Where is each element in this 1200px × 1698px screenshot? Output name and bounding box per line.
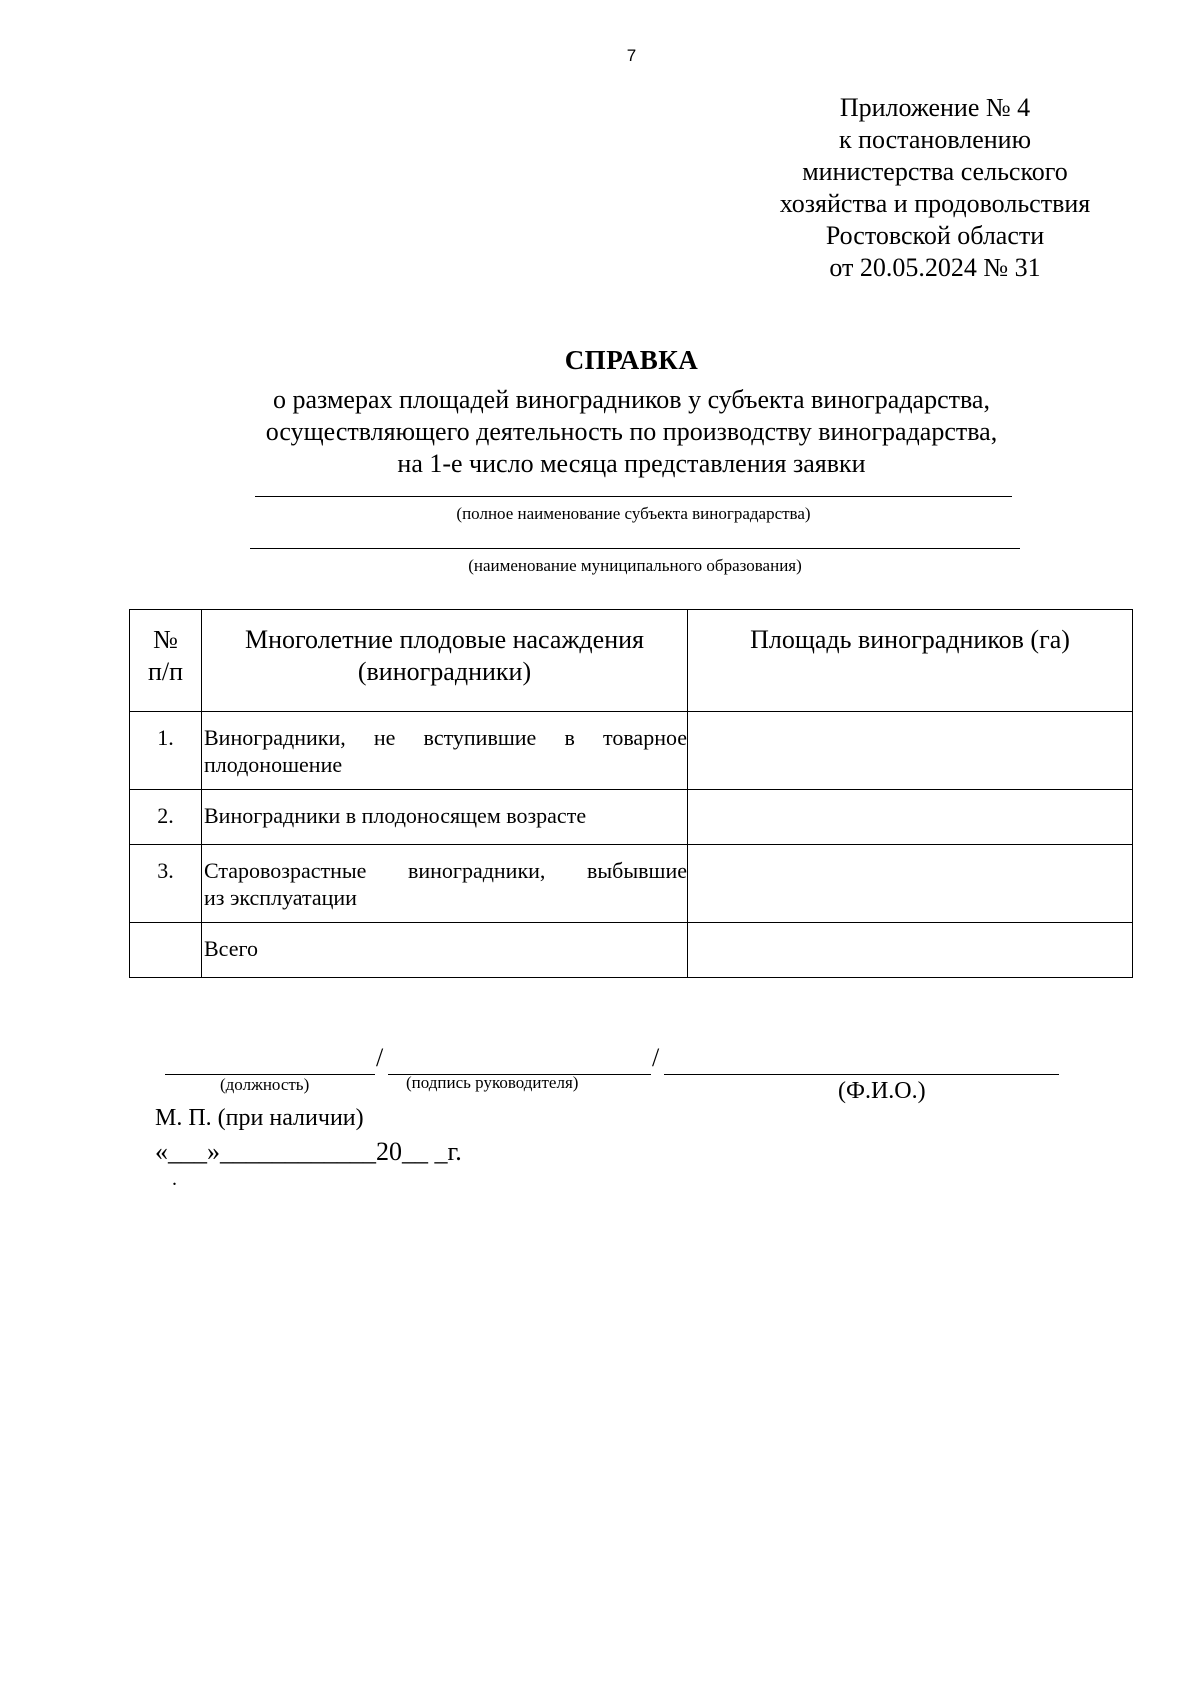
entity-name-caption: (полное наименование субъекта виноградарства) [456, 504, 811, 523]
appendix-line: министерства сельского [802, 157, 1068, 186]
position-caption: (должность) [220, 1075, 310, 1094]
row-number [130, 923, 202, 978]
header-name-line: Многолетние плодовые насаждения [245, 625, 644, 654]
table-row-total [130, 923, 1133, 978]
row-area-input[interactable] [688, 712, 1133, 790]
table-row [130, 712, 1133, 790]
row-name-line: Виноградники, не вступившие в товарное [204, 725, 687, 750]
row-number: 2. [130, 790, 202, 845]
appendix-line: к постановлению [838, 125, 1032, 154]
row-area-input[interactable] [688, 845, 1133, 923]
row-name-line: Старовозрастные виноградники, выбывшие [204, 858, 687, 883]
subtitle-line: осуществляющего деятельность по производству виноградарства, [265, 417, 998, 446]
subtitle-line: о размерах площадей виноградников у субъекта виноградарства, [273, 385, 990, 414]
subtitle-line: на 1-е число месяца представления заявки [397, 449, 866, 478]
header-num-cell [130, 610, 202, 712]
stamp-note: М. П. (при наличии) [155, 1105, 364, 1131]
row-name [202, 923, 688, 978]
row-name [202, 712, 688, 790]
appendix-line: от 20.05.2024 № 31 [829, 253, 1041, 282]
document-title: СПРАВКА [564, 345, 699, 375]
full-name-line[interactable] [664, 1074, 1059, 1075]
vineyard-area-table [129, 609, 1133, 978]
page-number: 7 [626, 46, 637, 65]
header-area-cell: Площадь виноградников (га) [688, 610, 1133, 712]
row-name-line: Всего [204, 936, 258, 961]
header-name-line: (виноградники) [357, 657, 532, 686]
row-number: 3. [130, 845, 202, 923]
table-row [130, 845, 1133, 923]
appendix-line: Ростовской области [825, 221, 1045, 250]
appendix-line: Приложение № 4 [839, 93, 1031, 122]
table-header-row [130, 610, 1133, 712]
header-name-cell [202, 610, 688, 712]
appendix-block [740, 92, 1130, 284]
municipality-caption: (наименование муниципального образования) [468, 556, 802, 575]
trailing-dot: . [172, 1168, 177, 1190]
municipality-line[interactable] [250, 548, 1020, 549]
row-area-input[interactable] [688, 790, 1133, 845]
document-subtitle [0, 384, 1200, 480]
signature-separator: / [376, 1043, 384, 1072]
row-area-input[interactable] [688, 923, 1133, 978]
header-num-symbol: № [153, 625, 178, 654]
row-name-line: из эксплуатации [204, 885, 357, 910]
row-number: 1. [130, 712, 202, 790]
signature-caption: (подпись руководителя) [406, 1073, 579, 1092]
header-num-abbr: п/п [147, 657, 184, 686]
row-name [202, 845, 688, 923]
row-name-line: Виноградники в плодоносящем возрасте [204, 803, 587, 828]
row-name-line: плодоношение [204, 752, 343, 777]
appendix-line: хозяйства и продовольствия [779, 189, 1091, 218]
entity-name-line[interactable] [255, 496, 1012, 497]
full-name-caption: (Ф.И.О.) [838, 1078, 926, 1104]
date-field[interactable]: «___»____________20__ _г. [155, 1137, 462, 1166]
row-name [202, 790, 688, 845]
signature-separator: / [652, 1043, 660, 1072]
table-row [130, 790, 1133, 845]
